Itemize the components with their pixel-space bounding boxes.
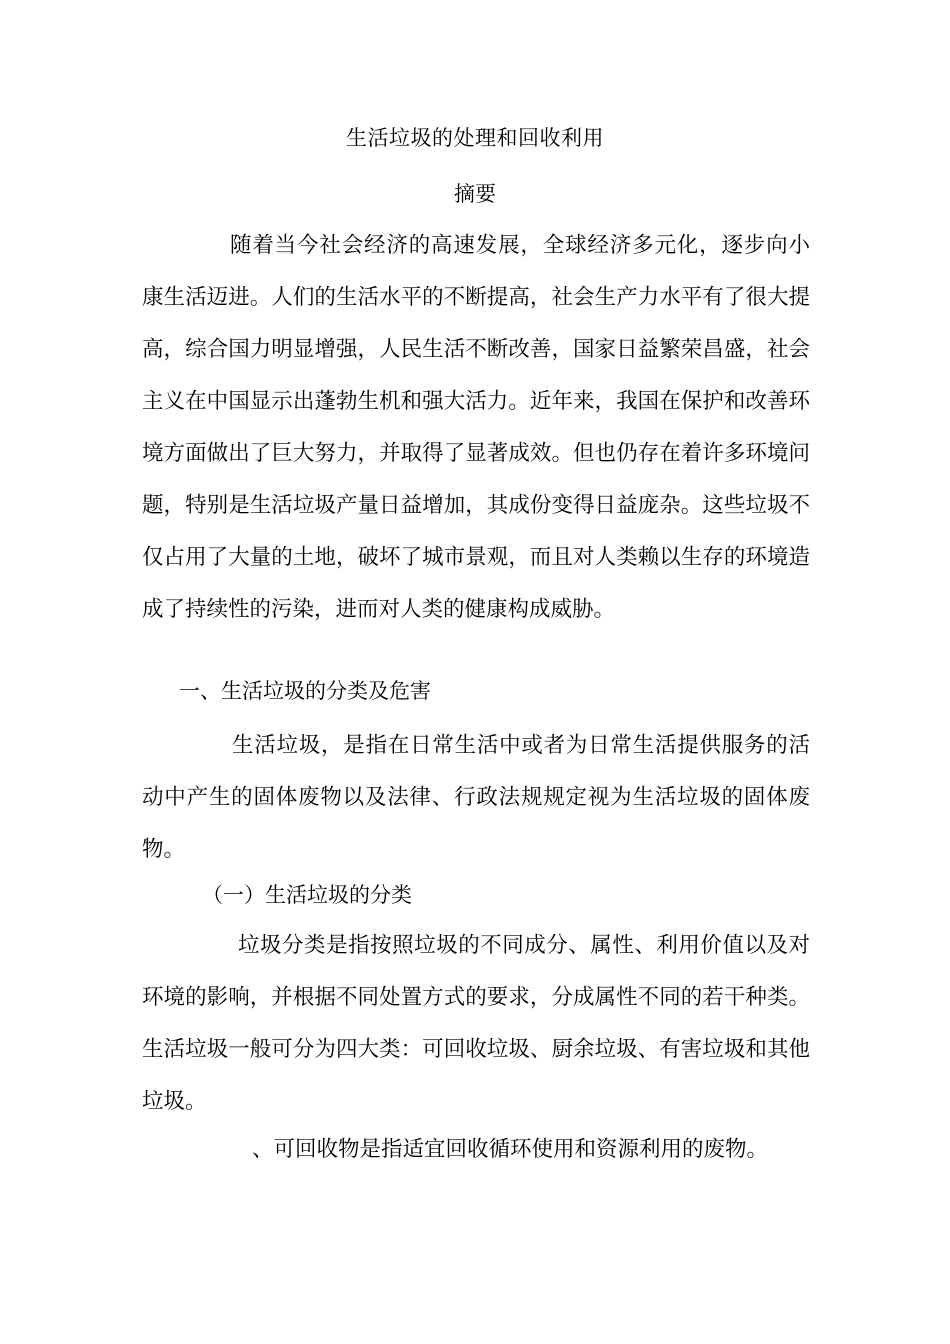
classification-paragraph: 垃圾分类是指按照垃圾的不同成分、属性、利用价值以及对环境的影响，并根据不同处置方式的要求，分成属性不同的若干种类。生活垃圾一般可分为四大类：可回收垃圾、厨余垃圾、有害垃圾和其他垃圾。 xyxy=(142,933,810,1114)
abstract-heading: 摘要 xyxy=(454,182,496,206)
document-title: 生活垃圾的处理和回收利用 xyxy=(346,126,604,150)
abstract-paragraph: 随着当今社会经济的高速发展，全球经济多元化，逐步向小康生活迈进。人们的生活水平的不断提高，社会生产力水平有了很大提高，综合国力明显增强，人民生活不断改善，国家日益繁荣昌盛，社会主义在中国显示出蓬勃生机和强大活力。近年来，我国在保护和改善环境方面做出了巨大努力，并取得了显著成效。但也仍存在着许多环境问题，特别是生活垃圾产量日益增加，其成份变得日益庞杂。这些垃圾不仅占用了大量的土地，破坏了城市景观，而且对人类赖以生存的环境造成了持续性的污染，进而对人类的健康构成威胁。 xyxy=(142,233,810,622)
section-heading-classification-and-hazards: 一、生活垃圾的分类及危害 xyxy=(179,679,431,703)
recyclable-paragraph: 、可回收物是指适宜回收循环使用和资源利用的废物。 xyxy=(252,1137,769,1162)
definition-paragraph: 生活垃圾，是指在日常生活中或者为日常生活提供服务的活动中产生的固体废物以及法律、行政法规规定视为生活垃圾的固体废物。 xyxy=(142,733,810,862)
subsection-heading-classification: （一）生活垃圾的分类 xyxy=(202,883,412,907)
